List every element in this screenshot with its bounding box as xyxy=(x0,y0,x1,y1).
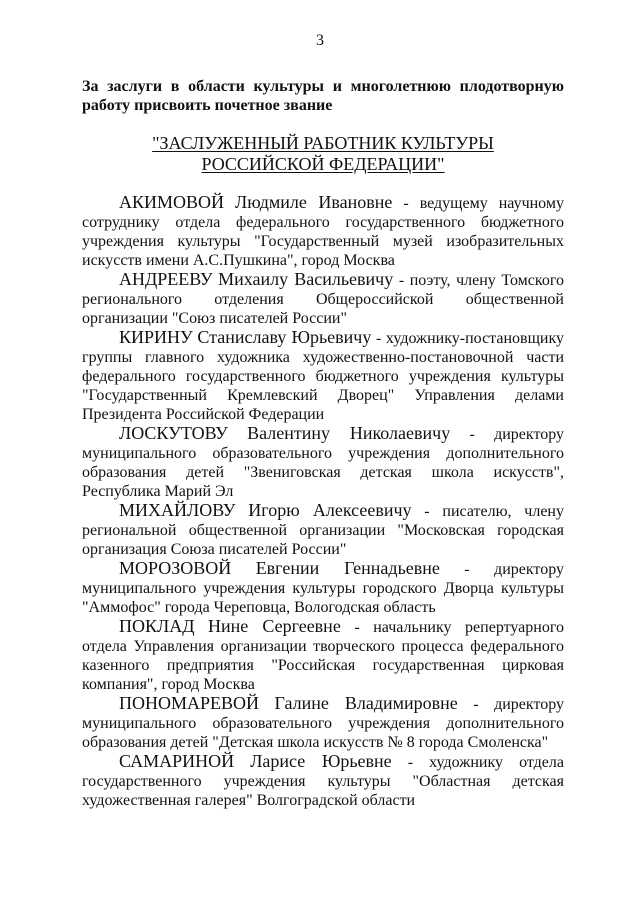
recipient-entry xyxy=(82,752,564,810)
recipient-details: - художнику отдела государственного учреждения культуры "Областная детская художественная галерея" Волгоградской области xyxy=(82,754,564,809)
recipient-details: - писателю, члену региональной общественной организации "Московская городская организация Союза писателей России" xyxy=(82,503,564,558)
recipient-name: Ларисе Юрьевне xyxy=(250,751,392,771)
recipient-surname: МОРОЗОВОЙ xyxy=(119,558,232,578)
recipient-name: Станиславу Юрьевичу xyxy=(197,327,372,347)
recipient-entry xyxy=(82,193,564,270)
recipient-entry xyxy=(82,424,564,501)
recipient-list xyxy=(82,193,564,810)
recipient-name: Валентину Николаевичу xyxy=(247,423,451,443)
recipient-entry xyxy=(82,559,564,617)
recipient-surname: АКИМОВОЙ xyxy=(119,192,225,212)
award-intro: За заслуги в области культуры и многолетнюю плодотворную работу присвоить почетное звание xyxy=(82,78,564,114)
recipient-name: Нине Сергеевне xyxy=(208,616,341,636)
recipient-name: Людмиле Ивановне xyxy=(235,192,393,212)
award-title-line-1: "ЗАСЛУЖЕННЫЙ РАБОТНИК КУЛЬТУРЫ xyxy=(152,133,494,153)
recipient-details: - директору муниципального образовательного учреждения дополнительного образования детей "Детская школа искусств № 8 города Смоленска" xyxy=(82,696,565,751)
recipient-surname: ПОКЛАД xyxy=(119,616,195,636)
recipient-details: - художнику-постановщику группы главного художника художественно-постановочной части федерального государственного бюджетного учреждения культуры "Государственный Кремлевский Дворец" Управления делами Президента Российской Федерации xyxy=(82,330,565,423)
recipient-details: - директору муниципального учреждения культуры городского Дворца культуры "Аммофос" города Череповца, Вологодская область xyxy=(82,561,564,616)
recipient-details: - ведущему научному сотруднику отдела федерального государственного бюджетного учреждения культуры "Государственный музей изобразительных искусств имени А.С.Пушкина", город Москва xyxy=(82,195,564,269)
recipient-name: Галине Владимировне xyxy=(274,693,458,713)
recipient-name: Евгении Геннадьевне xyxy=(255,558,440,578)
recipient-surname: ПОНОМАРЕВОЙ xyxy=(119,693,260,713)
recipient-entry xyxy=(82,501,564,559)
recipient-entry xyxy=(82,328,564,424)
recipient-details: - директору муниципального образовательного учреждения дополнительного образования детей "Звениговская детская школа искусств", Республика Марий Эл xyxy=(82,426,565,500)
recipient-entry xyxy=(82,617,564,694)
recipient-name: Игорю Алексеевичу xyxy=(248,500,412,520)
recipient-entry xyxy=(82,270,564,328)
award-title-line-2: РОССИЙСКОЙ ФЕДЕРАЦИИ" xyxy=(201,154,445,174)
recipient-entry xyxy=(82,694,564,752)
recipient-surname: КИРИНУ xyxy=(119,327,193,347)
recipient-surname: МИХАЙЛОВУ xyxy=(119,500,236,520)
recipient-details: - поэту, члену Томского регионального отделения Общероссийской общественной организации "Союз писателей России" xyxy=(82,272,564,327)
recipient-surname: АНДРЕЕВУ xyxy=(119,269,213,289)
recipient-surname: САМАРИНОЙ xyxy=(119,751,235,771)
recipient-surname: ЛОСКУТОВУ xyxy=(119,423,228,443)
award-title xyxy=(82,133,564,175)
recipient-name: Михаилу Васильевичу xyxy=(218,269,394,289)
page-number: 3 xyxy=(316,32,324,49)
recipient-details: - начальнику репертуарного отдела Управления организации творческого процесса федерального казенного предприятия "Российская государственная цирковая компания", город Москва xyxy=(82,619,564,693)
